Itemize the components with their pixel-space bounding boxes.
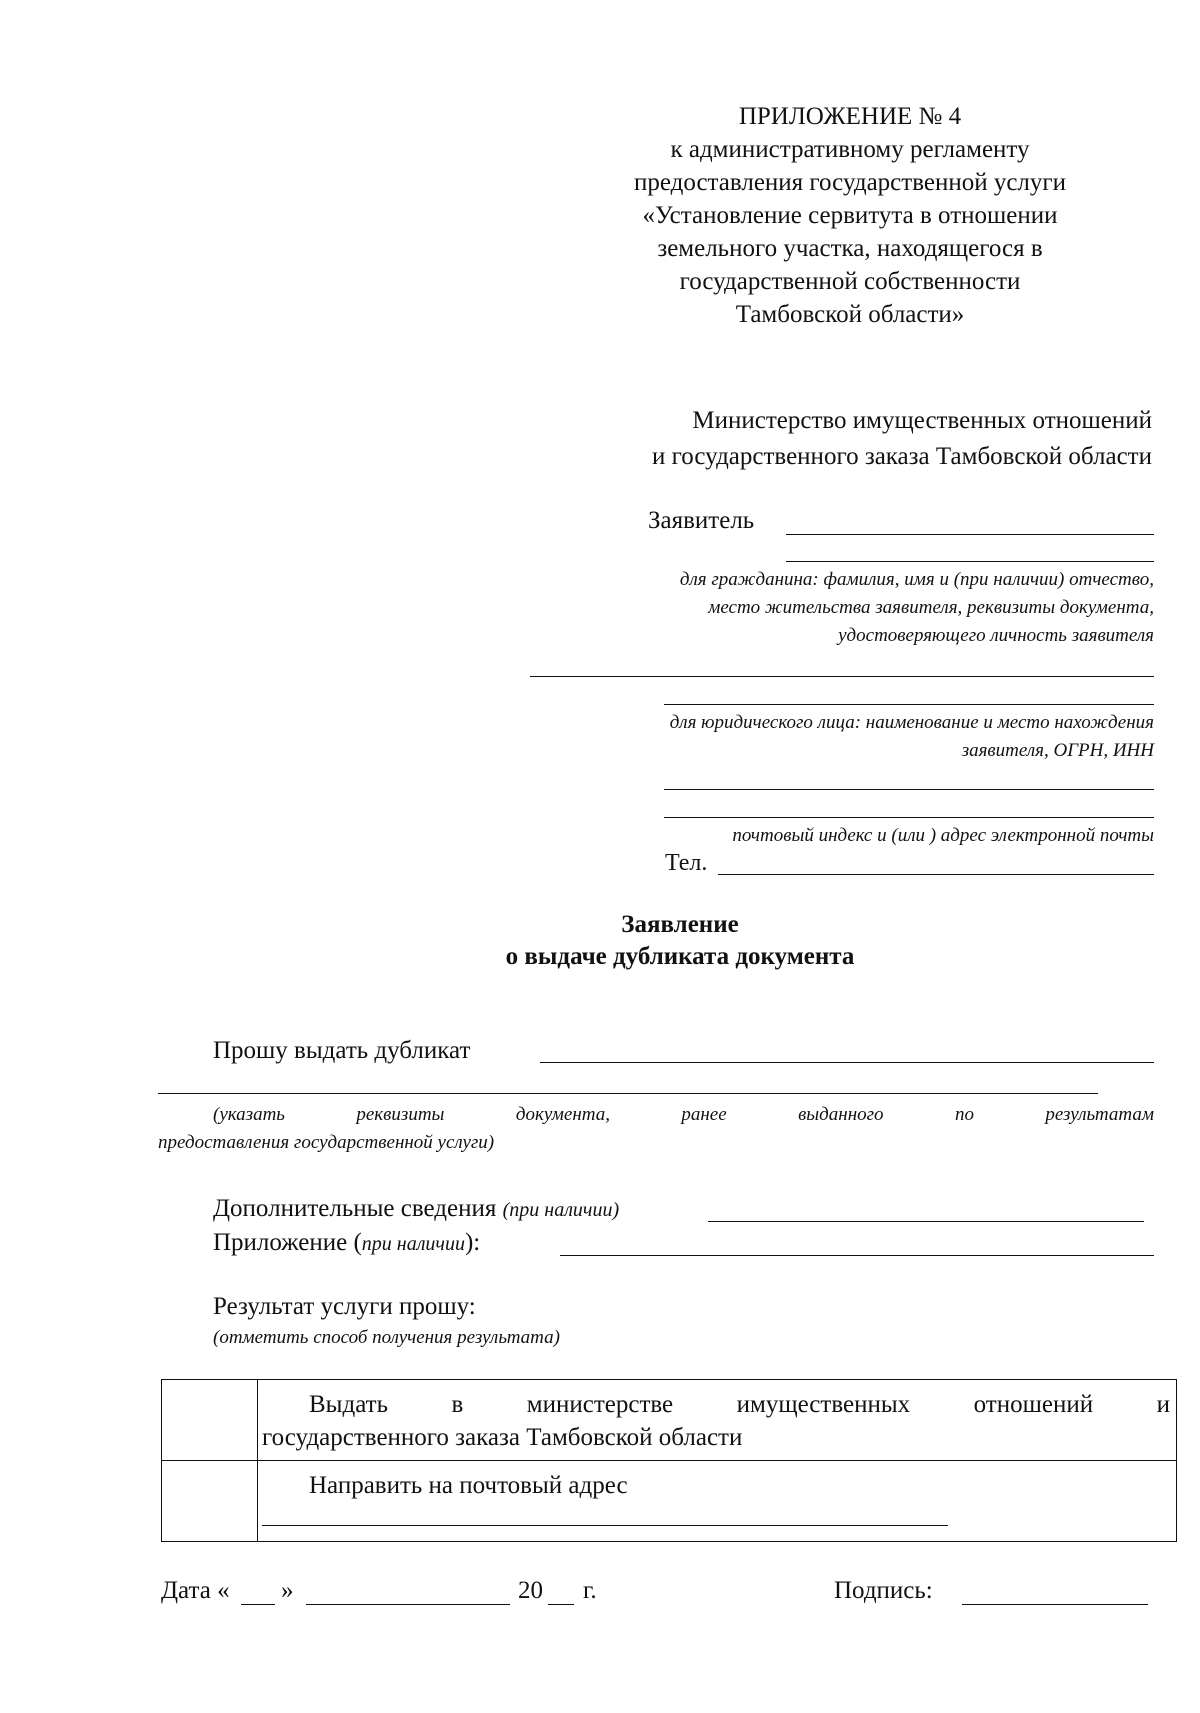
addressee-line: и государственного заказа Тамбовской области [652,443,1152,470]
appendix-line: к административному регламенту [670,136,1030,163]
attachment-field[interactable] [560,1255,1154,1256]
option-word: отношений [973,1391,1094,1418]
attachment-open-paren: ( [353,1229,362,1256]
appendix-header [540,100,1160,331]
date-year-field[interactable] [548,1604,574,1605]
citizen-hint-line: для гражданина: фамилия, имя и (при наличии) отчество, [679,569,1154,590]
option-word: в [451,1391,464,1418]
citizen-hint-line: удостоверяющего личность заявителя [838,625,1154,646]
result-label: Результат услуги прошу: [213,1293,476,1320]
additional-info-label: Дополнительные сведения [213,1195,497,1222]
attachment-row [213,1226,480,1259]
attachment-note: при наличии [361,1233,465,1255]
applicant-label: Заявитель [648,507,755,534]
request-label: Прошу выдать дубликат [213,1037,471,1064]
option-word: имущественных [736,1391,911,1418]
attachment-label: Приложение [213,1229,348,1256]
option-text-in-person [258,1380,1177,1461]
result-option-row [162,1461,1177,1542]
hint-word: выданного [798,1104,884,1125]
signature-field[interactable] [962,1604,1148,1605]
statement-subtitle: о выдаче дубликата документа [505,943,855,970]
option-checkbox-in-person[interactable] [162,1380,258,1461]
option-word: Выдать [309,1391,388,1418]
appendix-line: земельного участка, находящегося в [657,235,1043,262]
postal-address-field[interactable] [262,1525,948,1526]
addressee-block [500,403,1152,475]
citizen-hint-line: место жительства заявителя, реквизиты документа, [708,597,1154,618]
option-line: Направить на почтовый адрес [309,1472,628,1499]
signature-label: Подпись: [834,1577,933,1604]
citizen-field-line-2[interactable] [664,704,1154,705]
hint-word: результатам [1045,1104,1154,1125]
option-line [262,1388,1170,1421]
hint-word: (указать [213,1104,285,1125]
appendix-line: предоставления государственной услуги [633,169,1067,196]
appendix-title: ПРИЛОЖЕНИЕ № 4 [738,103,962,130]
applicant-field[interactable] [786,534,1154,535]
hint-word: документа, [515,1104,610,1125]
additional-info-row [213,1192,619,1225]
date-open-label: Дата « [161,1577,230,1604]
phone-label: Тел. [665,850,708,876]
hint-word: реквизиты [356,1104,445,1125]
legal-entity-field[interactable] [664,789,1154,790]
option-checkbox-by-mail[interactable] [162,1461,258,1542]
option-line: государственного заказа Тамбовской области [262,1424,743,1451]
date-day-field[interactable] [241,1604,275,1605]
option-text-by-mail [258,1461,1177,1542]
date-month-field[interactable] [306,1604,510,1605]
result-options-table [161,1379,1177,1542]
hint-word: ранее [681,1104,727,1125]
hint-word: по [954,1104,974,1125]
appendix-line: Тамбовской области» [735,301,965,328]
statement-title: Заявление [621,911,739,938]
duplicate-field-line-2[interactable] [158,1093,1098,1094]
date-close-label: » [281,1577,294,1604]
additional-info-field[interactable] [708,1221,1144,1222]
phone-field[interactable] [718,874,1154,875]
request-hint-line-2: предоставления государственной услуги) [158,1132,495,1153]
legal-entity-hint [480,709,1154,765]
request-hint-line-1 [213,1101,1154,1129]
year-suffix: г. [583,1577,597,1604]
citizen-field[interactable] [530,676,1154,677]
applicant-field-line-2[interactable] [786,561,1154,562]
duplicate-field[interactable] [540,1062,1154,1063]
option-word: и [1156,1391,1170,1418]
legal-hint-line: для юридического лица: наименование и место нахождения [669,712,1154,733]
result-hint: (отметить способ получения результата) [213,1327,560,1348]
appendix-line: государственной собственности [679,268,1021,295]
addressee-line: Министерство имущественных отношений [692,407,1152,434]
additional-info-note: (при наличии) [502,1199,620,1221]
citizen-hint [480,566,1154,650]
attachment-close-paren: ): [464,1229,481,1256]
legal-hint-line: заявителя, ОГРН, ИНН [961,740,1154,761]
option-word: министерстве [526,1391,674,1418]
legal-entity-field-line-2[interactable] [664,817,1154,818]
appendix-line: «Установление сервитута в отношении [642,202,1058,229]
year-prefix: 20 [518,1577,543,1604]
result-option-row [162,1380,1177,1461]
postal-hint: почтовый индекс и (или ) адрес электронной почты [732,825,1154,846]
